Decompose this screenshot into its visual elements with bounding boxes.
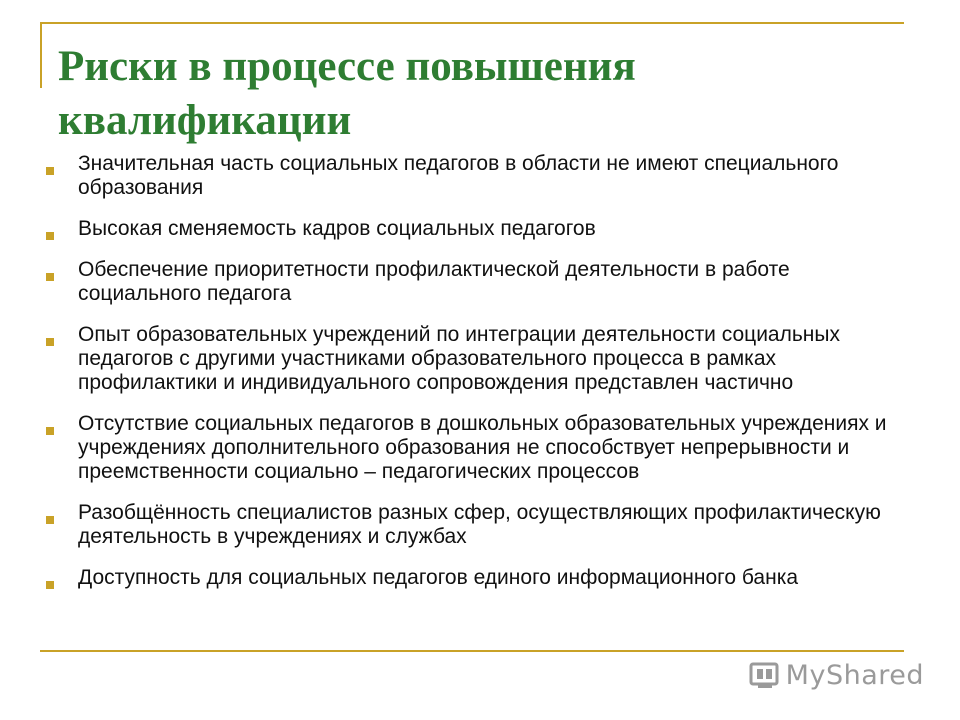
bullet-text: Разобщённость специалистов разных сфер, осуществляющих профилактическую деятельность в учреждениях и службах xyxy=(78,501,881,548)
bullet-text: Высокая сменяемость кадров социальных педагогов xyxy=(78,217,596,240)
bullet-text: Опыт образовательных учреждений по интеграции деятельности социальных педагогов с другими участниками образовательного процесса в рамках профилактики и индивидуального сопровождения представлен частично xyxy=(78,323,840,394)
left-rule xyxy=(40,22,42,88)
bullet-text: Обеспечение приоритетности профилактической деятельности в работе социального педагога xyxy=(78,258,790,305)
bullet-item xyxy=(40,412,900,484)
square-bullet-icon xyxy=(46,427,54,435)
bullet-item xyxy=(40,323,900,395)
bullet-text: Значительная часть социальных педагогов в области не имеют специального образования xyxy=(78,152,839,199)
bullet-text: Доступность для социальных педагогов единого информационного банка xyxy=(78,566,799,589)
square-bullet-icon xyxy=(46,273,54,281)
square-bullet-icon xyxy=(46,167,54,175)
bullet-item xyxy=(40,217,900,241)
square-bullet-icon xyxy=(46,338,54,346)
bullet-item xyxy=(40,566,900,590)
square-bullet-icon xyxy=(46,581,54,589)
bullet-item xyxy=(40,501,900,549)
slide-title: Риски в процессе повышения квалификации xyxy=(58,43,636,144)
bullet-item xyxy=(40,258,900,306)
bullet-text: Отсутствие социальных педагогов в дошкольных образовательных учреждениях и учреждениях дополнительного образования не способствует непрерывности и преемственности социально – педагогических процессов xyxy=(78,412,887,483)
bullet-item xyxy=(40,152,900,200)
top-rule xyxy=(40,22,904,24)
square-bullet-icon xyxy=(46,516,54,524)
bullet-list xyxy=(40,152,900,607)
bottom-rule xyxy=(40,650,904,652)
watermark xyxy=(748,658,924,692)
watermark-text: MyShared xyxy=(785,659,924,691)
myshared-logo-icon xyxy=(748,658,782,692)
square-bullet-icon xyxy=(46,232,54,240)
